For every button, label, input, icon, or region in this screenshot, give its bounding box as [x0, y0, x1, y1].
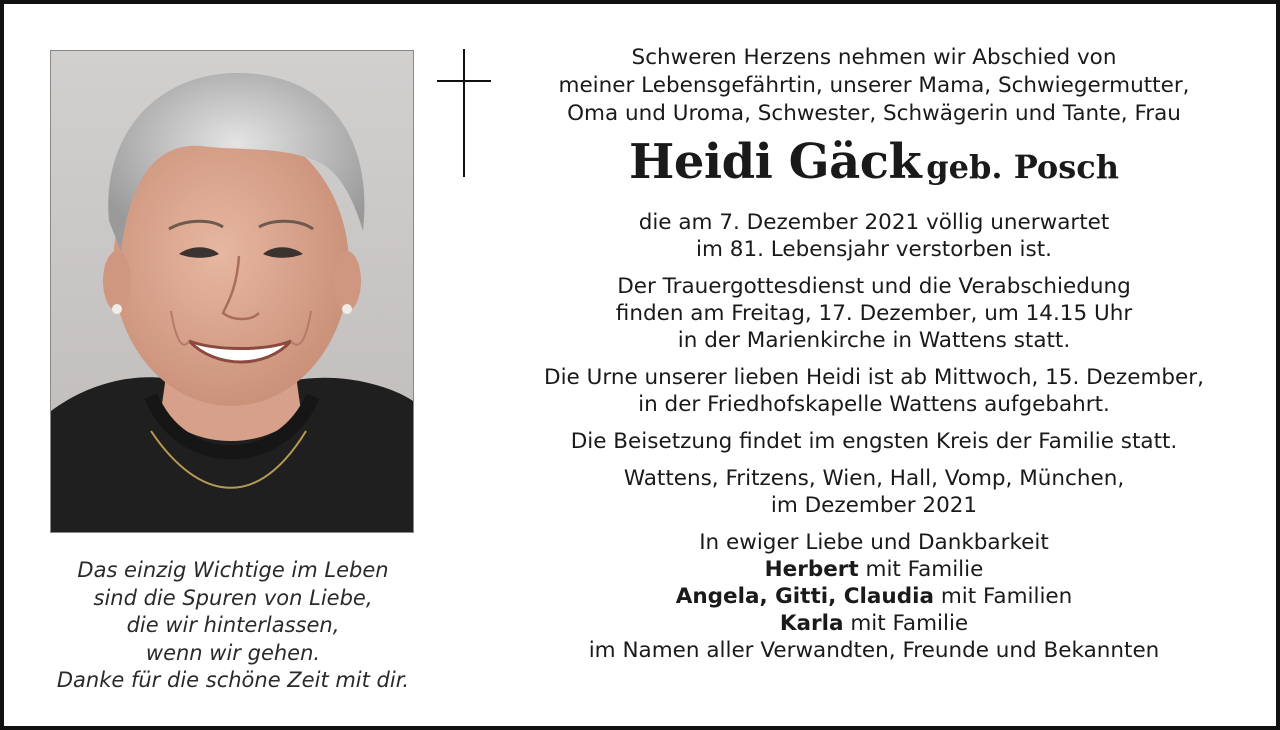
- quote-line: Das einzig Wichtige im Leben: [77, 558, 389, 582]
- maiden-name: geb. Posch: [926, 148, 1119, 186]
- quote-line: die wir hinterlassen,: [126, 613, 340, 637]
- latin-cross-icon: [435, 49, 493, 183]
- portrait-photo: [50, 50, 414, 533]
- mourner-suffix: mit Familien: [933, 584, 1073, 609]
- burial-line: Die Beisetzung findet im engsten Kreis der Familie statt.: [570, 429, 1178, 454]
- closing-line: In ewiger Liebe und Dankbarkeit: [699, 530, 1049, 555]
- mourner-line: [524, 583, 1224, 610]
- intro-line: Oma und Uroma, Schwester, Schwägerin und Tante, Frau: [567, 101, 1181, 126]
- mourner-line: [524, 556, 1224, 583]
- mourner-line: [524, 610, 1224, 637]
- memorial-quote: [34, 557, 432, 695]
- deceased-name: Heidi Gäck: [628, 134, 922, 190]
- intro-text: [524, 44, 1224, 128]
- quote-line: Danke für die schöne Zeit mit dir.: [56, 668, 410, 692]
- place-date: [524, 465, 1224, 519]
- mourners-block: [524, 529, 1224, 664]
- urn-line: in der Friedhofskapelle Wattens aufgebahrt.: [638, 392, 1110, 417]
- service-line: finden am Freitag, 17. Dezember, um 14.15 Uhr: [615, 301, 1133, 326]
- service-line: in der Marienkirche in Wattens statt.: [677, 328, 1071, 353]
- funeral-service-info: [524, 273, 1224, 354]
- date-line: im Dezember 2021: [770, 493, 978, 518]
- death-line: die am 7. Dezember 2021 völlig unerwartet: [638, 210, 1110, 235]
- service-line: Der Trauergottesdienst und die Verabschiedung: [617, 274, 1131, 299]
- urn-line: Die Urne unserer lieben Heidi ist ab Mittwoch, 15. Dezember,: [544, 365, 1204, 390]
- place-line: Wattens, Fritzens, Wien, Hall, Vomp, München,: [623, 466, 1125, 491]
- death-line: im 81. Lebensjahr verstorben ist.: [696, 237, 1052, 262]
- burial-info: [524, 428, 1224, 455]
- quote-line: sind die Spuren von Liebe,: [93, 585, 373, 610]
- mourner-suffix: mit Familie: [858, 557, 984, 582]
- notice-text: [524, 44, 1224, 664]
- mourners-footer: im Namen aller Verwandten, Freunde und Bekannten: [588, 638, 1160, 663]
- mourner-names: Herbert: [764, 557, 859, 582]
- deceased-name-line: [524, 134, 1224, 201]
- quote-line: wenn wir gehen.: [145, 640, 321, 665]
- intro-line: Schweren Herzens nehmen wir Abschied von: [631, 45, 1117, 70]
- mourner-suffix: mit Familie: [843, 611, 969, 636]
- death-announcement: [524, 209, 1224, 263]
- mourner-names: Angela, Gitti, Claudia: [675, 584, 934, 609]
- intro-line: meiner Lebensgefährtin, unserer Mama, Schwiegermutter,: [558, 73, 1190, 98]
- urn-info: [524, 364, 1224, 418]
- mourner-names: Karla: [779, 611, 844, 636]
